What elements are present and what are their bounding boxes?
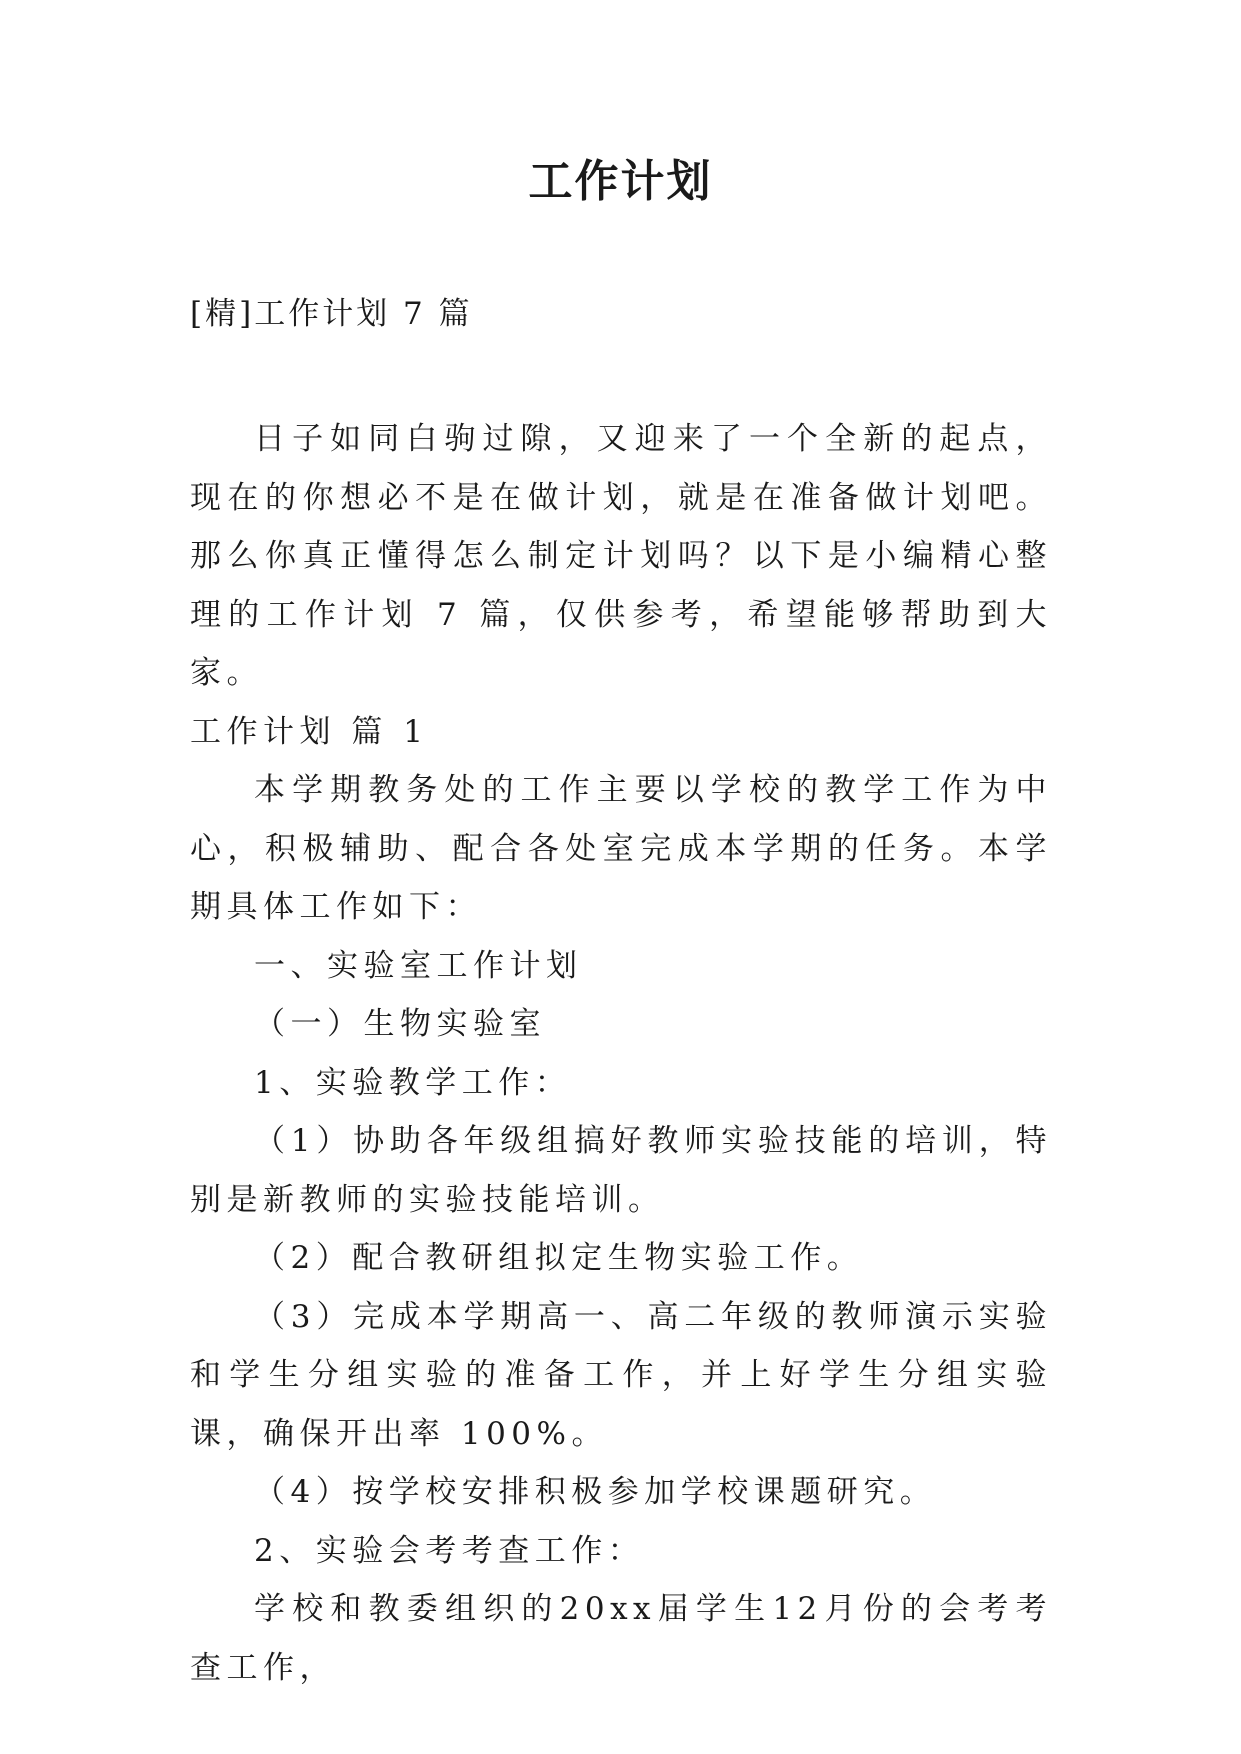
subsection-heading: （一）生物实验室 [254, 1006, 546, 1042]
body-paragraph: 本学期教务处的工作主要以学校的教学工作为中心，积极辅助、配合各处室完成本学期的任务。本学期具体工作如下： [190, 772, 1052, 925]
list-item: （1）协助各年级组搞好教师实验技能的培训，特别是新教师的实验技能培训。 [190, 1123, 1052, 1218]
intro-paragraph: 日子如同白驹过隙，又迎来了一个全新的起点，现在的你想必不是在做计划，就是在准备做计划吧。那么你真正懂得怎么制定计划吗？以下是小编精心整理的工作计划 7 篇，仅供参考，希望能够帮助到大家。 [190, 421, 1052, 691]
document-subtitle: [精]工作计划 7 篇 [190, 296, 473, 332]
list-item: （4）按学校安排积极参加学校课题研究。 [254, 1474, 937, 1510]
list-item: （2）配合教研组拟定生物实验工作。 [254, 1240, 864, 1276]
list-item: （3）完成本学期高一、高二年级的教师演示实验和学生分组实验的准备工作，并上好学生分组实验课，确保开出率 100%。 [190, 1298, 1052, 1452]
body-paragraph: 学校和教委组织的20xx届学生12月份的会考考查工作， [190, 1591, 1052, 1686]
section-heading: 工作计划 篇 1 [190, 713, 429, 750]
list-heading: 1、实验教学工作： [254, 1064, 572, 1101]
subsection-heading: 一、实验室工作计划 [254, 947, 583, 984]
document-body [190, 410, 1052, 1697]
list-heading: 2、实验会考考查工作： [254, 1532, 645, 1569]
document-title: 工作计划 [528, 156, 713, 207]
